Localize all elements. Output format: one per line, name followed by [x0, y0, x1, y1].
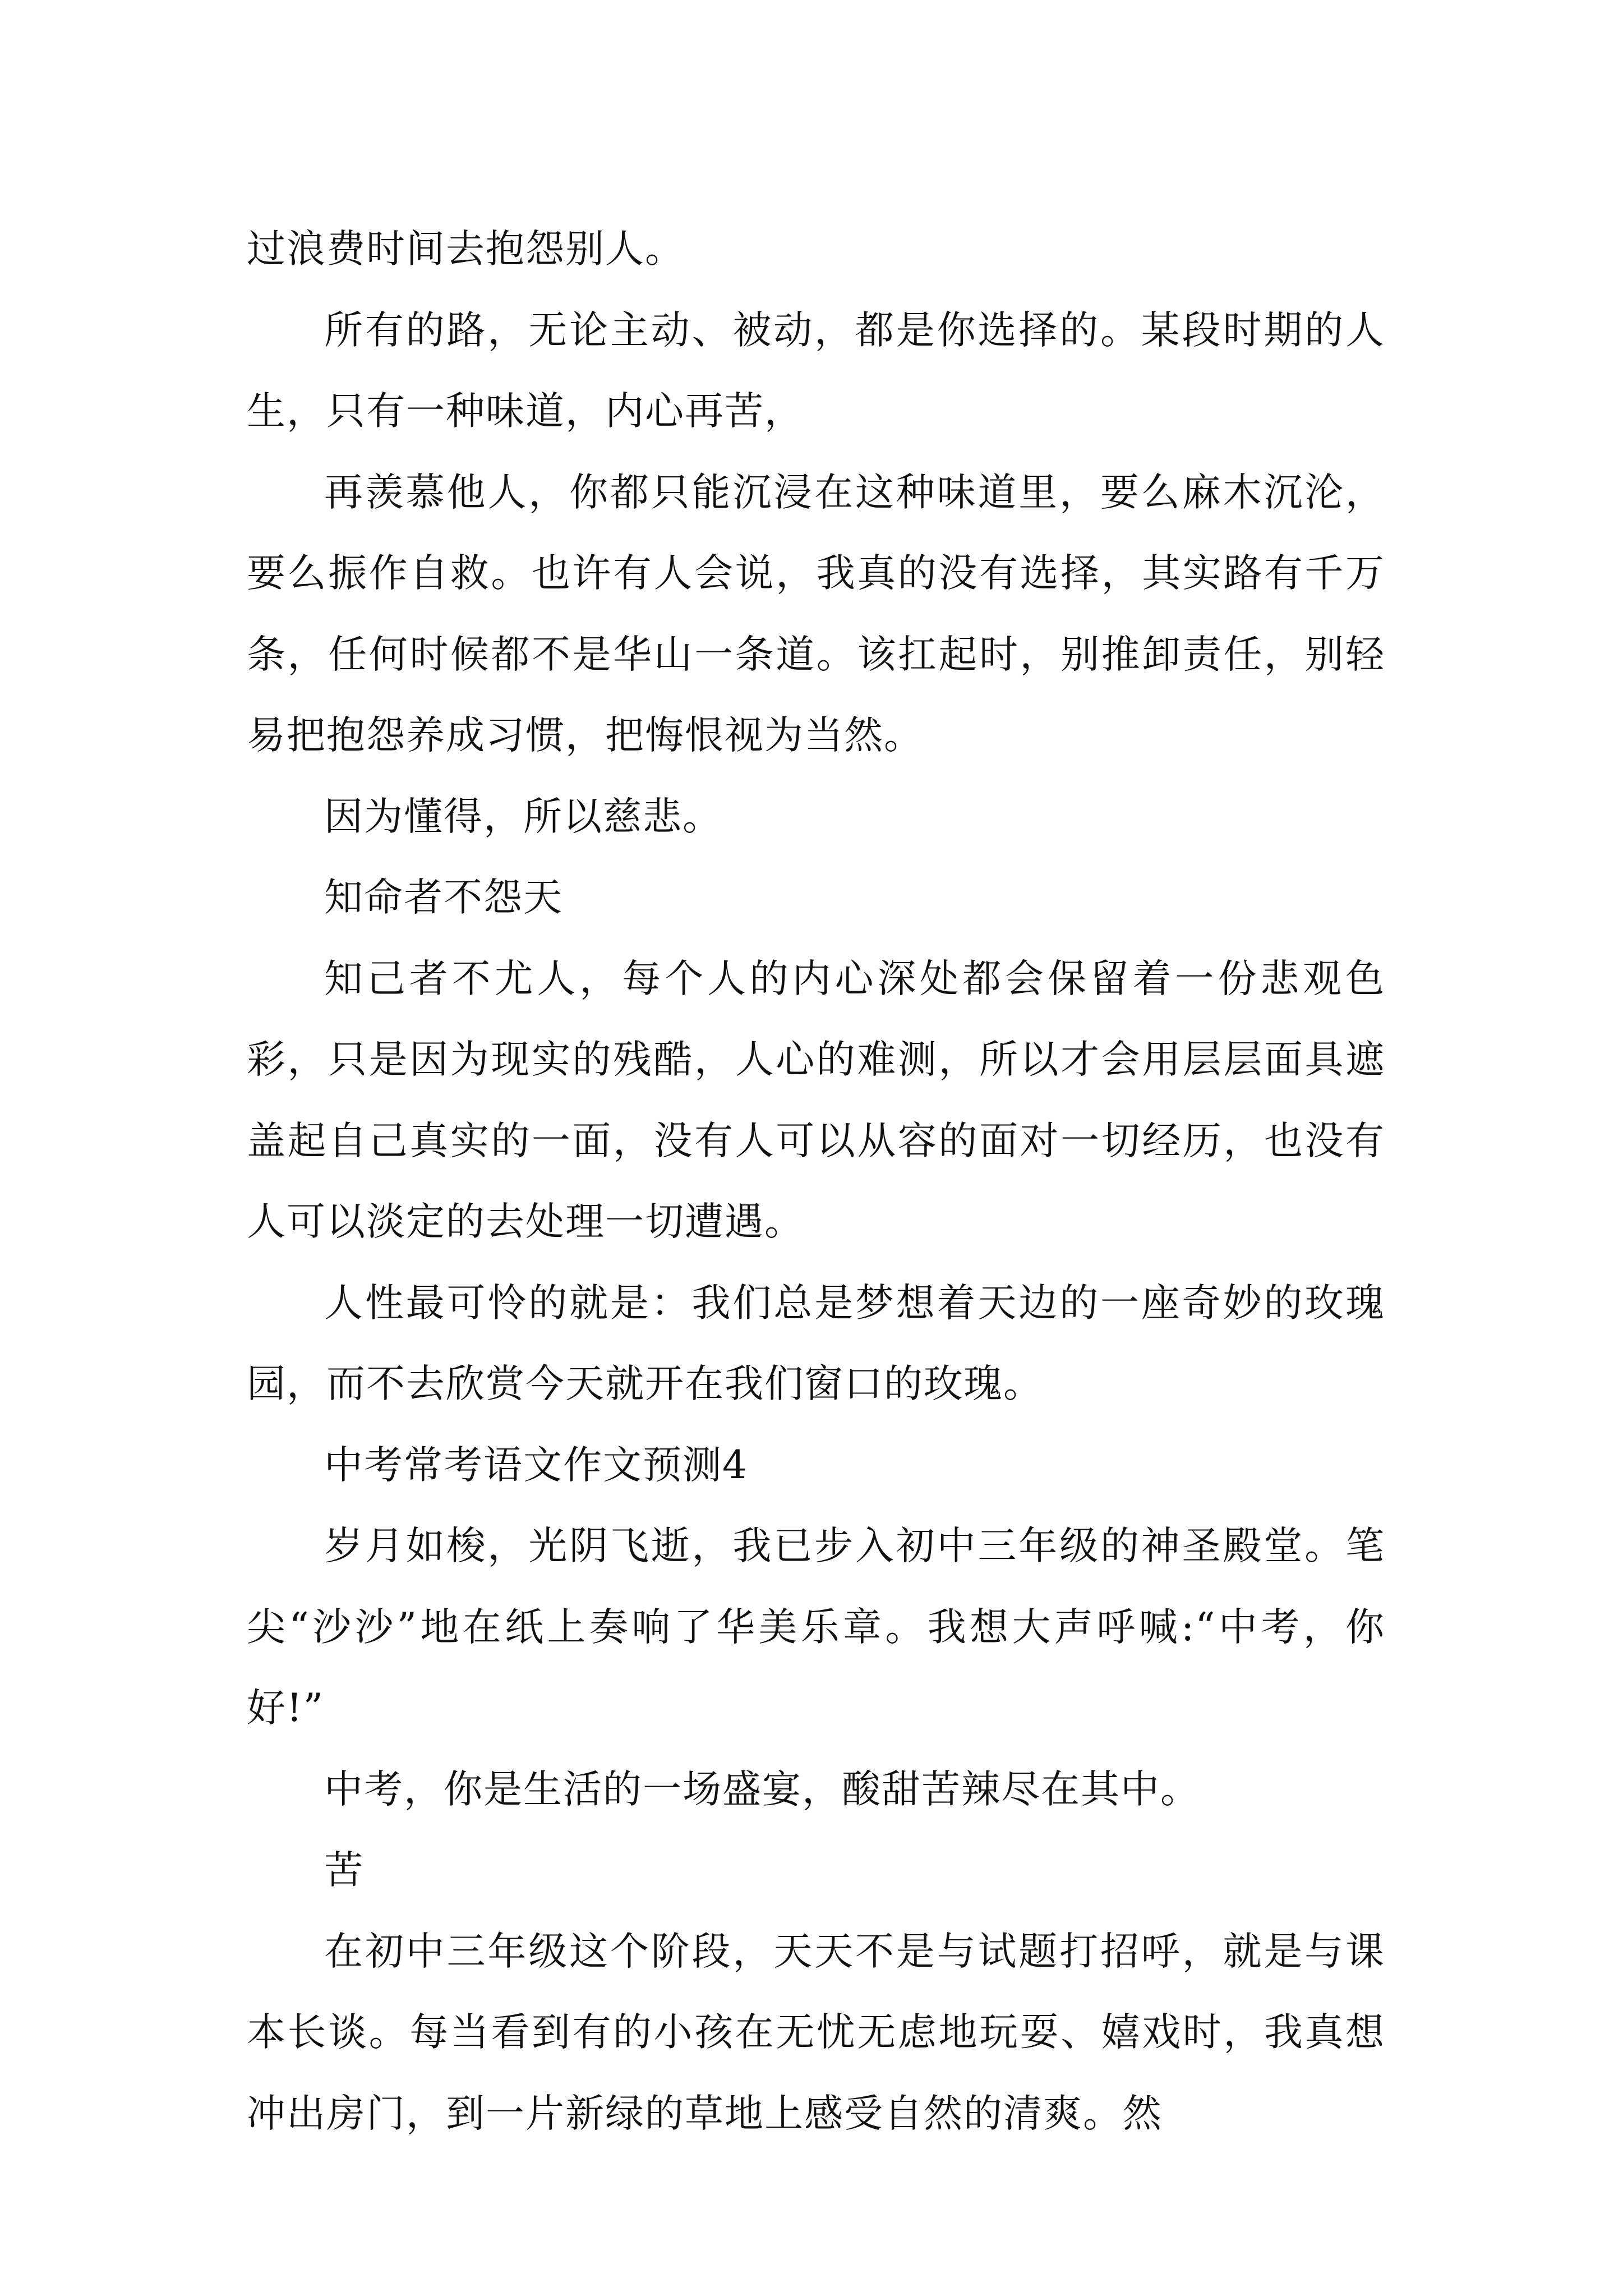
section-heading-ku: 苦	[324, 1848, 364, 1893]
body-text	[247, 209, 1385, 2154]
section-heading-essay-4: 中考常考语文作文预测4	[324, 1442, 748, 1488]
section-heading-zhiming: 知命者不怨天	[324, 875, 563, 920]
paragraph-2: 所有的路，无论主动、被动，都是你选择的。某段时期的人生，只有一种味道，内心再苦，	[247, 307, 1385, 434]
paragraph-4: 因为懂得，所以慈悲。	[324, 794, 722, 839]
paragraph-6: 知己者不尤人，每个人的内心深处都会保留着一份悲观色彩，只是因为现实的残酷，人心的难测，所以才会用层层面具遮盖起自己真实的一面，没有人可以从容的面对一切经历，也没有人可以淡定的去处理一切遭遇。	[247, 956, 1385, 1244]
paragraph-10: 中考，你是生活的一场盛宴，酸甜苦辣尽在其中。	[324, 1766, 1200, 1812]
paragraph-3: 再羡慕他人，你都只能沉浸在这种味道里，要么麻木沉沦，要么振作自救。也许有人会说，我真的没有选择，其实路有千万条，任何时候都不是华山一条道。该扛起时，别推卸责任，别轻易把抱怨养成习惯，把悔恨视为当然。	[247, 470, 1385, 758]
paragraph-12: 在初中三年级这个阶段，天天不是与试题打招呼，就是与课本长谈。每当看到有的小孩在无忧无虑地玩耍、嬉戏时，我真想冲出房门，到一片新绿的草地上感受自然的清爽。然	[247, 1929, 1385, 2136]
paragraph-7: 人性最可怜的就是：我们总是梦想着天边的一座奇妙的玫瑰园，而不去欣赏今天就开在我们窗口的玫瑰。	[247, 1280, 1385, 1406]
paragraph-9: 岁月如梭，光阴飞逝，我已步入初中三年级的神圣殿堂。笔尖“沙沙”地在纸上奏响了华美乐章。我想大声呼喊:“中考，你好!”	[247, 1524, 1385, 1731]
paragraph-1: 过浪费时间去抱怨别人。	[247, 227, 685, 272]
